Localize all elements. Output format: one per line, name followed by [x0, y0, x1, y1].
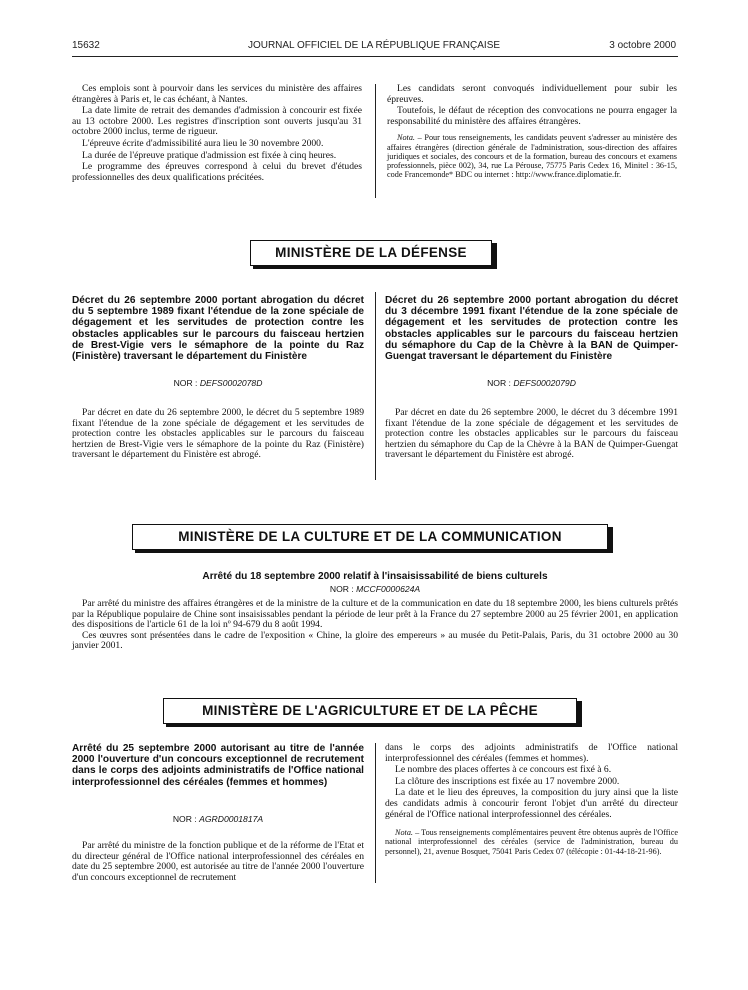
- paragraph: dans le corps des adjoints administratifs de l'Office national interprofessionnel des céréales (femmes et hommes).: [385, 742, 678, 764]
- nor-reference-culture: [72, 584, 678, 594]
- nor-label: NOR :: [173, 378, 200, 388]
- arrete-title-culture: Arrêté du 18 septembre 2000 relatif à l'insaisissabilité de biens culturels: [202, 571, 548, 582]
- intro-left-column: [72, 84, 362, 184]
- nota: [385, 828, 678, 856]
- ministry-heading-agriculture: MINISTÈRE DE L'AGRICULTURE ET DE LA PÊCHE: [163, 698, 577, 724]
- paragraph: La durée de l'épreuve pratique d'admission est fixée à cinq heures.: [82, 149, 337, 161]
- paragraph: Par décret en date du 26 septembre 2000, le décret du 5 septembre 1989 fixant l'étendue de la zone spéciale de dégagement et les servitudes de protection contre les obstacles applicables sur le parcours du faisceau hertzien de Brest-Vigie vers le sémaphore de la pointe du Raz (Finistère) traversant le département du Finistère est abrogé.: [72, 407, 364, 461]
- decree-body-left: [72, 408, 364, 462]
- nota-label: Nota.: [395, 828, 413, 838]
- paragraph: L'épreuve écrite d'admissibilité aura lieu le 30 novembre 2000.: [82, 137, 324, 149]
- decree-title-right: Décret du 26 septembre 2000 portant abrogation du décret du 3 décembre 1991 fixant l'étendue de la zone spéciale de dégagement et les servitudes de protection contre les obstacles applicables sur le parcours du faisceau hertzien du sémaphore du Cap de la Chèvre à la BAN de Quimper-Guengat traversant le département du Finistère: [385, 295, 678, 363]
- page-number: 15632: [72, 40, 100, 51]
- arrete-title-agriculture: Arrêté du 25 septembre 2000 autorisant au titre de l'année 2000 l'ouverture d'un concours exceptionnel de recrutement dans le corps des adjoints administratifs de l'Office national interprofessionnel des céréales (femmes et hommes): [72, 743, 364, 788]
- decree-title-left: Décret du 26 septembre 2000 portant abrogation du décret du 5 septembre 1989 fixant l'étendue de la zone spéciale de dégagement et les servitudes de protection contre les obstacles applicables sur le parcours du faisceau hertzien de Brest-Vigie vers le sémaphore de la pointe du Raz (Finistère) traversant le département du Finistère: [72, 295, 364, 363]
- nor-reference-agriculture: [72, 814, 364, 824]
- paragraph: La date et le lieu des épreuves, la composition du jury ainsi que la liste des candidats admis à concourir feront l'objet d'un arrêté du directeur général de l'Office national interprofessionnel des céréales.: [385, 787, 678, 820]
- paragraph: Ces emplois sont à pourvoir dans les services du ministère des affaires étrangères à Paris et, le cas échéant, à Nantes.: [72, 83, 362, 105]
- nor-code: MCCF0000624A: [356, 584, 421, 594]
- nor-code: AGRD0001817A: [199, 814, 264, 824]
- paragraph: Par décret en date du 26 septembre 2000, le décret du 3 décembre 1991 fixant l'étendue de la zone spéciale de dégagement et les servitudes de protection contre les obstacles applicables sur le parcours du faisceau hertzien du sémaphore du Cap de la Chèvre à la BAN de Quimper-Guengat traversant le département du Finistère est abrogé.: [385, 407, 678, 461]
- arrete-body-agriculture-right: [385, 743, 678, 857]
- nota-text: – Pour tous renseignements, les candidats peuvent s'adresser au ministère des affaires étrangères (direction générale de l'administration, sous-direction des affaires juridiques et sociales, des concours et de la formation, bureau des concours et examens professionnels, pièce 002), 34, rue La Pérouse, 75775 Paris Cedex 16, Minitel : 36-15, code Francemonde* BDC ou internet : http://www.france.diplomatie.fr.: [387, 133, 677, 180]
- intro-right-column: [387, 84, 677, 180]
- paragraph: Par arrêté du ministre des affaires étrangères et de la ministre de la culture et de la communication en date du 18 septembre 2000, les biens culturels prêtés par la République populaire de Chine sont insaisissables pendant la période de leur prêt à la France du 27 septembre 2000 au 25 février 2001, en application des dispositions de l'article 61 de la loi nº 94-679 du 8 août 1994.: [72, 598, 678, 631]
- paragraph: La clôture des inscriptions est fixée au 17 novembre 2000.: [395, 775, 620, 787]
- column-divider: [375, 292, 376, 480]
- nor-code: DEFS0002078D: [199, 378, 263, 388]
- paragraph: Le programme des épreuves correspond à celui du brevet d'études professionnelles des deux qualifications précitées.: [72, 161, 362, 183]
- header-rule: [72, 56, 678, 57]
- nor-label: NOR :: [487, 378, 514, 388]
- paragraph: Ces œuvres sont présentées dans le cadre de l'exposition « Chine, la gloire des empereurs » au musée du Petit-Palais, Paris, du 31 octobre 2000 au 30 janvier 2001.: [72, 629, 678, 652]
- arrete-body-agriculture-left: [72, 841, 364, 884]
- issue-date: 3 octobre 2000: [609, 40, 676, 51]
- paragraph: Toutefois, le défaut de réception des convocations ne pourra engager la responsabilité du ministère des affaires étrangères.: [387, 105, 677, 127]
- nor-reference-left: [72, 378, 364, 388]
- ministry-heading-defense: MINISTÈRE DE LA DÉFENSE: [250, 240, 492, 266]
- paragraph: La date limite de retrait des demandes d'admission à concourir est fixée au 13 octobre 2000. Les registres d'inscription sont ouverts jusqu'au 31 octobre 2000 inclus, terme de rigueur.: [72, 105, 362, 138]
- arrete-body-culture: [72, 599, 678, 652]
- paragraph: Par arrêté du ministre de la fonction publique et de la réforme de l'Etat et du directeur général de l'Office national interprofessionnel des céréales en date du 25 septembre 2000, est autorisée au titre de l'année 2000 l'ouverture d'un concours exceptionnel de recrutement: [72, 840, 364, 883]
- decree-body-right: [385, 408, 678, 462]
- nor-reference-right: [385, 378, 678, 388]
- ministry-heading-culture: MINISTÈRE DE LA CULTURE ET DE LA COMMUNICATION: [132, 524, 608, 550]
- column-divider: [375, 743, 376, 883]
- paragraph: Le nombre des places offertes à ce concours est fixé à 6.: [395, 764, 612, 776]
- nota: [387, 133, 677, 179]
- nota-label: Nota.: [397, 133, 415, 143]
- nor-label: NOR :: [172, 814, 200, 824]
- nor-label: NOR :: [329, 584, 357, 594]
- nor-code: DEFS0002079D: [513, 378, 576, 388]
- nota-text: – Tous renseignements complémentaires peuvent être obtenus auprès de l'Office national interprofessionnel des céréales (service de l'administration, bureau du personnel), 21, avenue Bosquet, 75041 Paris Cedex 07 (télécopie : 01-44-18-21-96).: [385, 828, 678, 856]
- column-divider: [375, 84, 376, 198]
- paragraph: Les candidats seront convoqués individuellement pour subir les épreuves.: [387, 83, 677, 105]
- journal-title: JOURNAL OFFICIEL DE LA RÉPUBLIQUE FRANÇAISE: [247, 40, 501, 51]
